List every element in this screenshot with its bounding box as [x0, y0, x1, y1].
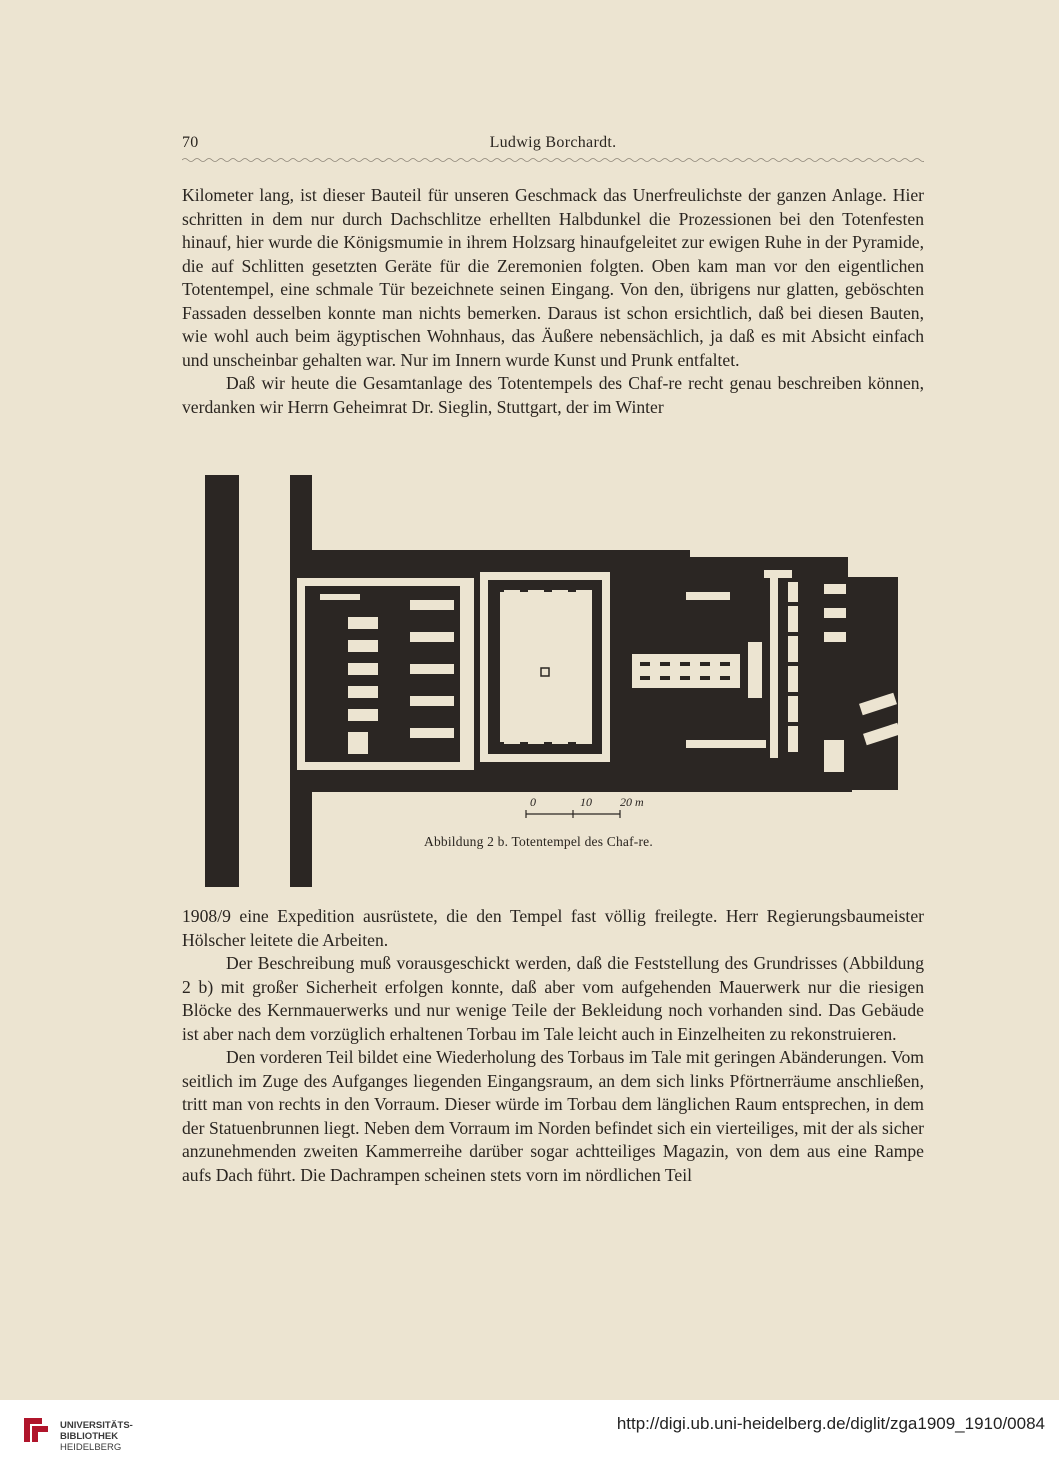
body-text-bottom: [182, 905, 924, 1187]
paragraph: Daß wir heute die Gesamtanlage des Totentempels des Chaf-re recht genau beschreiben können, verdanken wir Herrn Geheimrat Dr. Sieglin, Stuttgart, der im Winter: [182, 373, 924, 417]
figure-caption: Abbildung 2 b. Totentempel des Chaf-re.: [424, 834, 653, 849]
running-head: [182, 134, 924, 158]
plan-causeway-wall: [205, 475, 239, 887]
temple-plan-figure: [200, 472, 920, 892]
paragraph: 1908/9 eine Expedition ausrüstete, die den Tempel fast völlig freilegte. Herr Regierungsbaumeister Hölscher leitete die Arbeiten.: [182, 906, 924, 950]
running-title: Ludwig Borchardt.: [489, 134, 617, 151]
header-wavy-rule: [182, 157, 924, 163]
library-line-2: BIBLIOTHEK: [60, 1431, 119, 1442]
paragraph: Den vorderen Teil bildet eine Wiederholung des Torbaus im Tale mit geringen Abänderungen. Vom seitlich im Zuge des Aufganges liegenden Eingangsraum, an dem sich links Pförtnerräume anschließen, tritt man von rechts in den Vorraum. Dieser würde im Torbau dem länglichen Raum entsprechen, in dem der Statuenbrunnen liegt. Neben dem Vorraum im Norden befindet sich ein vierteiliges, mit der als sicher anzunehmenden zweiten Kammerreihe darüber sogar achtteiliges Magazin, von dem aus eine Rampe aufs Dach führt. Die Dachrampen scheinen stets vorn im nördlichen Teil: [182, 1047, 924, 1185]
floor-plan-drawing: [200, 472, 920, 892]
paragraph: Kilometer lang, ist dieser Bauteil für unseren Geschmack das Unerfreulichste der ganzen Anlage. Hier schritten in dem nur durch Dachschlitze erhellten Halbdunkel die Prozessionen bei den Totenfesten hinauf, hier wurde die Königsmumie in ihrem Holzsarg hinaufgeleitet zur ewigen Ruhe in der Pyramide, die auf Schlitten gesetzten Geräte für die Zeremonien folgten. Oben kam man vor den eigentlichen Totentempel, eine schmale Tür bezeichnete seinen Eingang. Von den, übrigens nur glatten, geböschten Fassaden desselben konnte man nichts bemerken. Daraus ist schon ersichtlich, daß bei diesen Bauten, wie wohl auch beim ägyptischen Wohnhaus, das Äußere nebensächlich, ja daß es mit Absicht einfach und unscheinbar gehalten war. Nur im Innern wurde Kunst und Prunk entfaltet.: [182, 185, 924, 370]
university-library-logo-icon: [20, 1414, 54, 1446]
library-line-3: HEIDELBERG: [60, 1442, 122, 1453]
paragraph: Der Beschreibung muß vorausgeschickt werden, daß die Feststellung des Grundrisses (Abbildung 2 b) mit großer Sicherheit erfolgen konnte, daß aber vom aufgehenden Mauerwerk nur die riesigen Blöcke des Kernmauerwerks und nur wenige Teile der Bekleidung noch vorhanden sind. Das Gebäude ist aber nach dem vorzüglich erhaltenen Torbau im Tale leicht auch in Einzelheiten zu rekonstruieren.: [182, 953, 924, 1044]
library-name: [60, 1420, 133, 1453]
scale-label-0: 0: [530, 795, 536, 809]
scale-label-10: 10: [580, 795, 592, 809]
page-number: 70: [182, 134, 199, 151]
permalink-url[interactable]: http://digi.ub.uni-heidelberg.de/diglit/zga1909_1910/0084: [616, 1414, 1045, 1433]
library-line-1: UNIVERSITÄTS-: [60, 1420, 133, 1431]
body-text-top: [182, 184, 924, 419]
scale-label-20m: 20 m: [620, 795, 644, 809]
digitization-footer: [0, 1400, 1059, 1481]
plan-building-mass: [290, 475, 898, 887]
plan-scale-bar: [526, 810, 620, 818]
